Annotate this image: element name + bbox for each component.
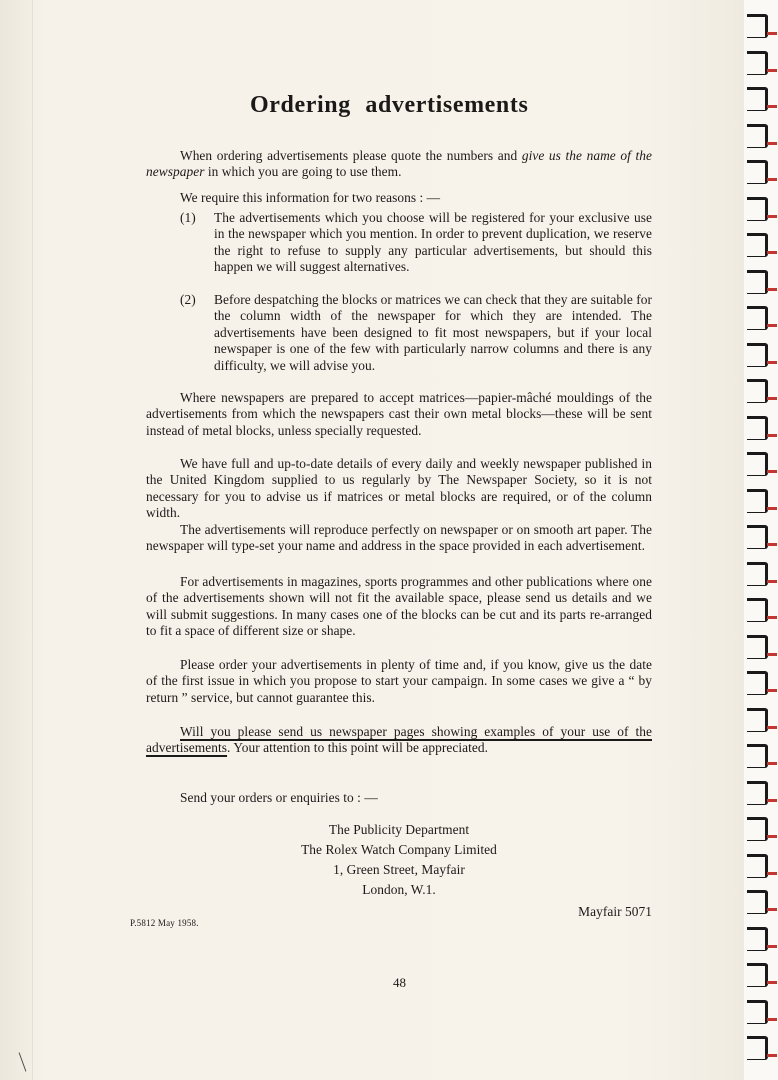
binding-coil-tip	[767, 689, 777, 692]
binding-coil-tip	[767, 1054, 777, 1057]
binding-coil	[747, 598, 768, 622]
request-rest: . Your attention to this point will be appreciated.	[227, 740, 489, 756]
reference-code: P.5812 May 1958.	[130, 918, 199, 928]
address-line: The Rolex Watch Company Limited	[301, 842, 497, 857]
reason-item-1	[180, 210, 652, 276]
address-line: 1, Green Street, Mayfair	[333, 862, 465, 877]
binding-coil	[747, 51, 768, 75]
address-line: The Publicity Department	[328, 822, 470, 837]
binding-coil	[747, 160, 768, 184]
binding-coil	[747, 562, 768, 586]
binding-coil	[747, 416, 768, 440]
intro-text-a: When ordering advertisements please quote the numbers and	[180, 148, 522, 163]
binding-coil-tip	[767, 215, 777, 218]
binding-coil-tip	[767, 105, 777, 108]
newspaper-details-paragraph: We have full and up-to-date details of every daily and weekly newspaper published in the United Kingdom supplied to us regularly by The Newspaper Society, so it is not necessary for you to advise us if matrices or metal blocks are required, or of the column width.	[146, 456, 652, 521]
magazines-paragraph: For advertisements in magazines, sports programmes and other publications where one of the advertisements shown will not fit the available space, please send us details and we will submit suggestions. In many cases one of the blocks can be cut and its parts re-arranged to fit a space of different size or shape.	[146, 574, 652, 639]
reason-number: (1)	[180, 210, 196, 225]
page-title: Ordering advertisements	[250, 92, 529, 118]
pencil-mark	[19, 1052, 27, 1071]
intro-paragraph	[146, 148, 652, 181]
binding-coil-tip	[767, 762, 777, 765]
request-paragraph	[146, 724, 652, 757]
binding-coil	[747, 379, 768, 403]
page-number: 48	[393, 975, 406, 990]
binding-coil-tip	[767, 178, 777, 181]
binding-coil	[747, 854, 768, 878]
binding-coil-tip	[767, 470, 777, 473]
binding-coil-tip	[767, 434, 777, 437]
binding-coil	[747, 671, 768, 695]
binding-coil-tip	[767, 543, 777, 546]
binding-coil	[747, 14, 768, 38]
binding-coil	[747, 708, 768, 732]
binding-coil-tip	[767, 251, 777, 254]
reason-text: The advertisements which you choose will be registered for your exclusive use in the newspaper which you mention. In order to prevent duplication, we reserve the right to refuse to supply any particular advertisements, but should this happen we will suggest alternatives.	[214, 210, 652, 275]
binding-coil	[747, 87, 768, 111]
binding-coil	[747, 963, 768, 987]
binding-coil	[747, 270, 768, 294]
binding-coil-tip	[767, 726, 777, 729]
binding-coil	[747, 124, 768, 148]
binding-coil	[747, 635, 768, 659]
binding-coil	[747, 927, 768, 951]
binding-coil-tip	[767, 324, 777, 327]
binding-coil-tip	[767, 616, 777, 619]
binding-coil	[747, 744, 768, 768]
request-underlined: Will you please send us newspaper pages showing examples of your use of the advertisements	[146, 724, 652, 756]
binding-coil-tip	[767, 507, 777, 510]
binding-coil-tip	[767, 361, 777, 364]
spiral-binding	[744, 0, 778, 1080]
binding-coil-tip	[767, 945, 777, 948]
binding-coil-tip	[767, 69, 777, 72]
binding-coil	[747, 343, 768, 367]
reasons-intro: We require this information for two reasons : —	[180, 190, 441, 205]
address-block	[146, 822, 652, 902]
binding-coil-tip	[767, 288, 777, 291]
timing-paragraph: Please order your advertisements in plenty of time and, if you know, give us the date of the first issue in which you propose to start your campaign. In some cases we give a “ by return ” service, but cannot guarantee this.	[146, 657, 652, 705]
binding-coil	[747, 1000, 768, 1024]
binding-coil	[747, 781, 768, 805]
intro-text-c: in which you are going to use them.	[204, 164, 402, 180]
reproduction-paragraph: The advertisements will reproduce perfectly on newspaper or on smooth art paper. The newspaper will type-set your name and address in the space provided in each advertisement.	[146, 522, 652, 554]
binding-coil-tip	[767, 1018, 777, 1021]
binding-coil	[747, 890, 768, 914]
binding-coil-tip	[767, 908, 777, 911]
binding-coil	[747, 452, 768, 476]
binding-coil-tip	[767, 835, 777, 838]
page-gutter	[32, 0, 33, 1080]
phone-number: Mayfair 5071	[578, 904, 652, 919]
binding-coil	[747, 525, 768, 549]
binding-coil-tip	[767, 142, 777, 145]
binding-coil-tip	[767, 799, 777, 802]
binding-coil	[747, 197, 768, 221]
binding-coil-tip	[767, 580, 777, 583]
binding-coil	[747, 489, 768, 513]
binding-coil-tip	[767, 397, 777, 400]
binding-coil-tip	[767, 981, 777, 984]
send-line: Send your orders or enquiries to : —	[180, 790, 378, 805]
binding-coil	[747, 1036, 768, 1060]
binding-coil	[747, 233, 768, 257]
binding-coil-tip	[767, 32, 777, 35]
intro-text-emphasis: give us the name of the newspaper	[146, 148, 652, 180]
binding-coil-tip	[767, 653, 777, 656]
reason-number: (2)	[180, 292, 196, 307]
address-line: London, W.1.	[362, 882, 436, 897]
binding-coil	[747, 817, 768, 841]
binding-coil	[747, 306, 768, 330]
binding-coil-tip	[767, 872, 777, 875]
reason-text: Before despatching the blocks or matrices we can check that they are suitable for the column width of the newspaper for which they are intended. The advertisements have been designed to fit most newspapers, but if your local newspaper is one of the few with particularly narrow columns and there is any difficulty, we will advise you.	[214, 292, 652, 373]
matrices-paragraph: Where newspapers are prepared to accept matrices—papier-mâché mouldings of the advertisements from which the newspapers cast their own metal blocks—these will be sent instead of metal blocks, unless specially requested.	[146, 390, 652, 438]
reason-item-2	[180, 292, 652, 374]
